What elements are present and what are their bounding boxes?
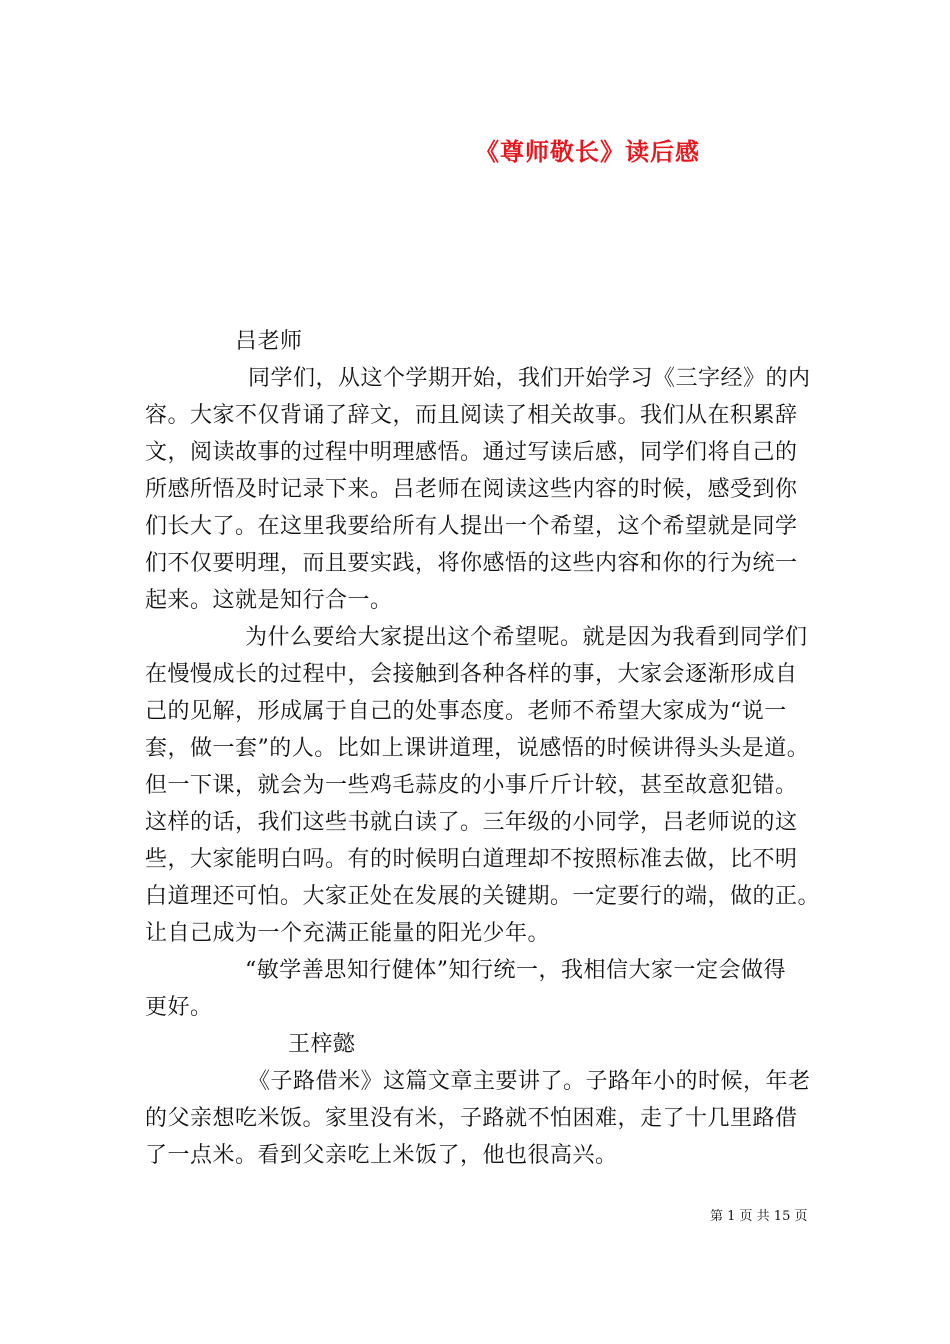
paragraph-line: 了一点米。看到父亲吃上米饭了，他也很高兴。 bbox=[145, 1143, 618, 1168]
paragraph-line: 起来。这就是知行合一。 bbox=[145, 588, 393, 613]
paragraph-line: 容。大家不仅背诵了辞文，而且阅读了相关故事。我们从在积累辞 bbox=[145, 403, 798, 428]
paragraph-line: 的父亲想吃米饭。家里没有米，子路就不怕困难，走了十几里路借 bbox=[145, 1106, 798, 1131]
salutation: 吕老师 bbox=[235, 329, 303, 354]
paragraph-line: 这样的话，我们这些书就白读了。三年级的小同学，吕老师说的这 bbox=[145, 810, 798, 835]
author-name: 王梓懿 bbox=[288, 1032, 356, 1057]
paragraph-line: 为什么要给大家提出这个希望呢。就是因为我看到同学们 bbox=[245, 625, 808, 650]
paragraph-line: 更好。 bbox=[145, 995, 213, 1020]
page-number: 第 1 页 共 15 页 bbox=[710, 1209, 808, 1224]
paragraph-line: 们不仅要明理，而且要实践，将你感悟的这些内容和你的行为统一 bbox=[145, 551, 798, 576]
paragraph-line: 但一下课，就会为一些鸡毛蒜皮的小事斤斤计较，甚至故意犯错。 bbox=[145, 773, 798, 798]
paragraph-line: 所感所悟及时记录下来。吕老师在阅读这些内容的时候，感受到你 bbox=[145, 477, 798, 502]
paragraph-line: 让自己成为一个充满正能量的阳光少年。 bbox=[145, 921, 551, 946]
paragraph-line: 白道理还可怕。大家正处在发展的关键期。一定要行的端，做的正。 bbox=[145, 884, 821, 909]
paragraph-line: “敏学善思知行健体”知行统一，我相信大家一定会做得 bbox=[245, 958, 786, 983]
paragraph-line: 《子路借米》这篇文章主要讲了。子路年小的时候，年老 bbox=[248, 1069, 811, 1094]
paragraph-line: 些，大家能明白吗。有的时候明白道理却不按照标准去做，比不明 bbox=[145, 847, 798, 872]
paragraph-line: 们长大了。在这里我要给所有人提出一个希望，这个希望就是同学 bbox=[145, 514, 798, 539]
paragraph-line: 己的见解，形成属于自己的处事态度。老师不希望大家成为“说一 bbox=[145, 699, 787, 724]
paragraph-line: 同学们，从这个学期开始，我们开始学习《三字经》的内 bbox=[248, 366, 811, 391]
paragraph-line: 套，做一套”的人。比如上课讲道理，说感悟的时候讲得头头是道。 bbox=[145, 736, 810, 761]
paragraph-line: 文，阅读故事的过程中明理感悟。通过写读后感，同学们将自己的 bbox=[145, 440, 798, 465]
document-title: 《尊师敬长》读后感 bbox=[475, 137, 700, 166]
paragraph-line: 在慢慢成长的过程中，会接触到各种各样的事，大家会逐渐形成自 bbox=[145, 662, 798, 687]
